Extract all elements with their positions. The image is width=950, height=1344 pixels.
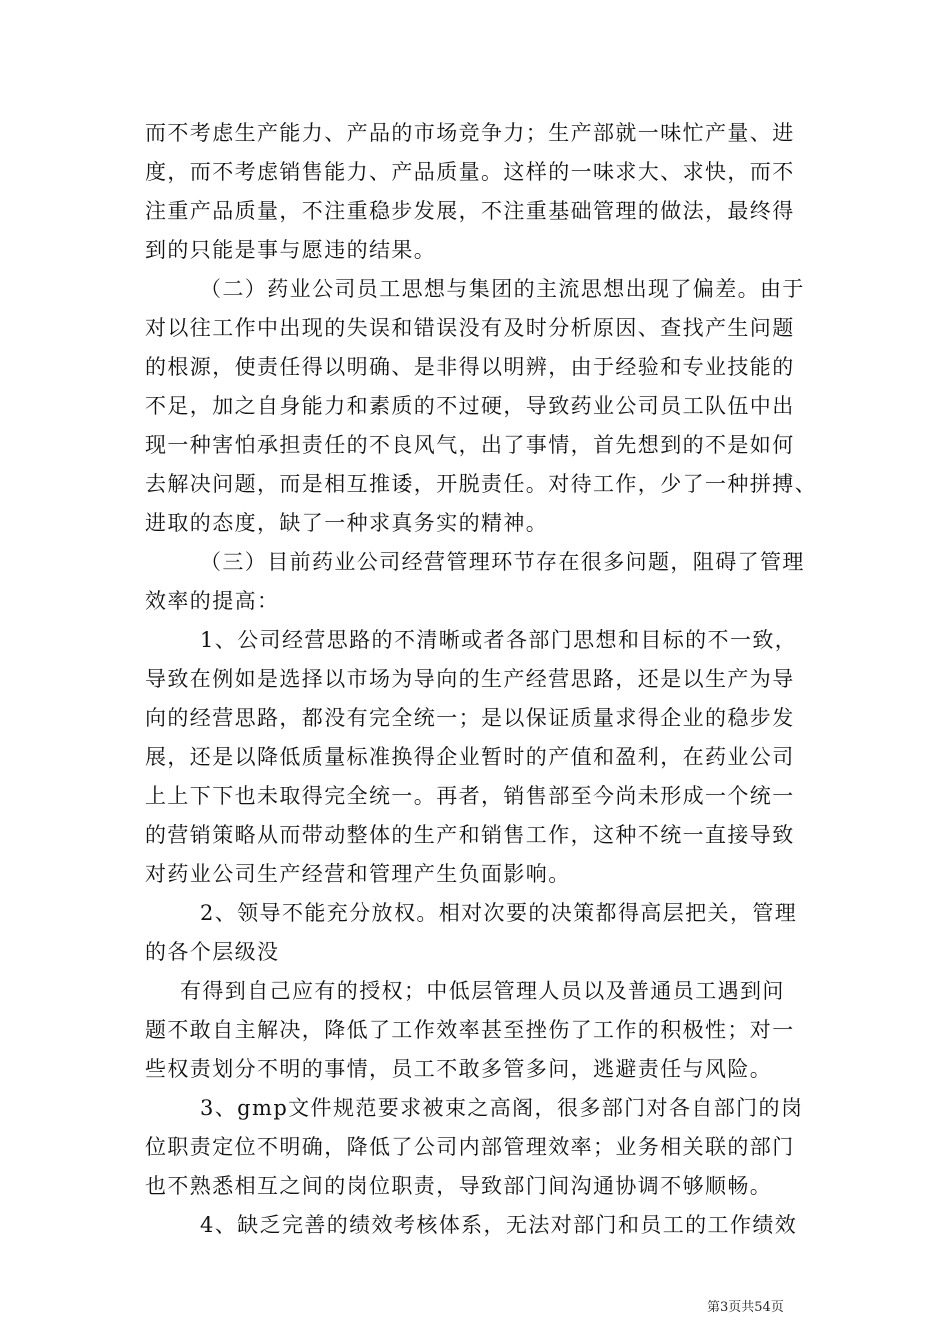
paragraph-line: 注重产品质量，不注重稳步发展，不注重基础管理的做法，最终得	[145, 199, 795, 223]
paragraph-line: 向的经营思路，都没有完全统一；是以保证质量求得企业的稳步发	[145, 706, 795, 730]
paragraph-line: 些权责划分不明的事情，员工不敢多管多问，逃避责任与风险。	[145, 1057, 773, 1081]
paragraph-line: （二）药业公司员工思想与集团的主流思想出现了偏差。由于	[200, 277, 805, 301]
paragraph-line: 现一种害怕承担责任的不良风气，出了事情，首先想到的不是如何	[145, 433, 795, 457]
paragraph-line: 1、公司经营思路的不清晰或者各部门思想和目标的不一致，	[200, 628, 798, 652]
paragraph-line: 题不敢自主解决，降低了工作效率甚至挫伤了工作的积极性；对一	[145, 1018, 795, 1042]
paragraph-line: 度，而不考虑销售能力、产品质量。这样的一味求大、求快，而不	[145, 160, 795, 184]
paragraph-line: 2、领导不能充分放权。相对次要的决策都得高层把关，管理	[200, 901, 798, 925]
paragraph-line: 到的只能是事与愿违的结果。	[145, 238, 437, 262]
paragraph-line: 而不考虑生产能力、产品的市场竞争力；生产部就一味忙产量、进	[145, 121, 795, 145]
paragraph-line: 进取的态度，缺了一种求真务实的精神。	[145, 511, 549, 535]
paragraph-line: 3、gmp文件规范要求被束之高阁，很多部门对各自部门的岗	[200, 1096, 804, 1120]
paragraph-line: 上上下下也未取得完全统一。再者，销售部至今尚未形成一个统一	[145, 784, 795, 808]
paragraph-line: 的各个层级没	[145, 940, 280, 964]
paragraph-line: 对药业公司生产经营和管理产生负面影响。	[145, 862, 571, 886]
paragraph-line: 也不熟悉相互之间的岗位职责，导致部门间沟通协调不够顺畅。	[145, 1174, 773, 1198]
page-number-footer: 第3页共54页	[707, 1300, 784, 1315]
paragraph-line: 不足，加之自身能力和素质的不过硬，导致药业公司员工队伍中出	[145, 394, 795, 418]
paragraph-line: 有得到自己应有的授权；中低层管理人员以及普通员工遇到问	[180, 979, 785, 1003]
paragraph-line: 效率的提高：	[145, 589, 280, 613]
paragraph-line: 4、缺乏完善的绩效考核体系，无法对部门和员工的工作绩效	[200, 1213, 798, 1237]
paragraph-line: 展，还是以降低质量标准换得企业暂时的产值和盈利，在药业公司	[145, 745, 795, 769]
paragraph-line: 的营销策略从而带动整体的生产和销售工作，这种不统一直接导致	[145, 823, 795, 847]
paragraph-line: 对以往工作中出现的失误和错误没有及时分析原因、查找产生问题	[145, 316, 795, 340]
paragraph-line: （三）目前药业公司经营管理环节存在很多问题，阻碍了管理	[200, 550, 805, 574]
paragraph-line: 的根源，使责任得以明确、是非得以明辨，由于经验和专业技能的	[145, 355, 795, 379]
paragraph-line: 去解决问题，而是相互推诿，开脱责任。对待工作，少了一种拼搏、	[145, 472, 817, 496]
paragraph-line: 位职责定位不明确，降低了公司内部管理效率；业务相关联的部门	[145, 1135, 795, 1159]
paragraph-line: 导致在例如是选择以市场为导向的生产经营思路，还是以生产为导	[145, 667, 795, 691]
